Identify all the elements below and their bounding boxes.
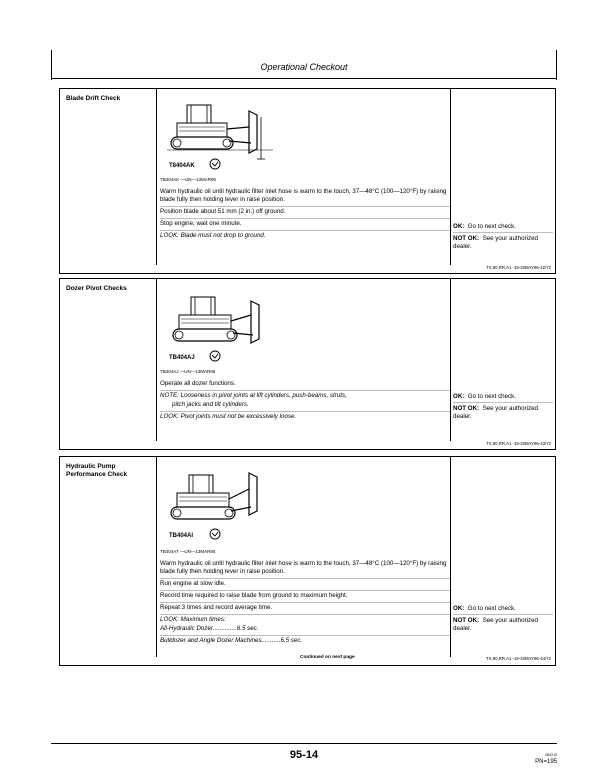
- ok-result: OK: Go to next check.: [453, 605, 516, 612]
- column-divider: [450, 457, 451, 657]
- step: Repeat 3 times and record average time.: [160, 603, 450, 615]
- not-ok-result: NOT OK: See your authorized dealer.: [453, 614, 553, 634]
- page-title: Operational Checkout: [260, 62, 348, 72]
- reference-code: TX,90,RR,A1 -19-20MAY96-44/72: [486, 656, 551, 661]
- section-title: Hydraulic Pump Performance Check: [66, 463, 128, 478]
- footer-code: 050213: [545, 753, 557, 757]
- step: Warm hydraulic oil until hydraulic filter inlet hose is warm to the touch, 37—48°C (100—120°F) by raising blade fully then holding lever in raise position.: [160, 559, 450, 579]
- page-number: 95-14: [289, 749, 319, 761]
- result-column: [453, 603, 553, 634]
- column-divider: [156, 89, 157, 265]
- pn-label: PN=195: [535, 759, 557, 765]
- step-list: [160, 379, 450, 423]
- figure-tag: TB404AJ —UN—13MAR95: [160, 369, 216, 374]
- not-ok-result: NOT OK: See your authorized dealer.: [453, 402, 553, 422]
- section-blade-drift-check: [59, 88, 556, 274]
- column-divider: [156, 457, 157, 657]
- art-label: T8404AK: [169, 163, 195, 169]
- title-rule: [51, 78, 557, 79]
- max-time-all-hydraulic: All-Hydraulic Dozer..............6.5 sec.: [160, 624, 450, 636]
- section-title: Blade Drift Check: [66, 95, 121, 102]
- step: Record time required to raise blade from ground to maximum height.: [160, 591, 450, 603]
- step: Operate all dozer functions.: [160, 379, 450, 391]
- step-look: LOOK: Maximum times:: [160, 616, 226, 623]
- column-divider: [156, 279, 157, 441]
- result-column: [453, 391, 553, 422]
- step: Warm hydraulic oil until hydraulic filter inlet hose is warm to the touch, 37—48°C (100—120°F) by raising blade fully then holding lever in raise position.: [160, 187, 450, 207]
- ok-result: OK: Go to next check.: [453, 393, 516, 400]
- column-divider: [450, 279, 451, 441]
- bulldozer-illustration: [165, 97, 275, 173]
- max-time-bulldozer: Bulldozer and Angle Dozer Machines...........6.5 sec.: [160, 637, 303, 644]
- footer-rule: [51, 743, 557, 744]
- bulldozer-illustration: [165, 467, 275, 543]
- step-list: [160, 187, 450, 242]
- section-title: Dozer Pivot Checks: [66, 285, 127, 292]
- reference-code: TX,90,RR,A1 -19-20MAY96-42/72: [486, 265, 551, 270]
- step-look: LOOK: Pivot joints must not be excessively loose.: [160, 413, 297, 420]
- art-label: TB404AI: [169, 533, 194, 539]
- footer-pn: [535, 752, 557, 766]
- art-label: TB404AJ: [169, 355, 195, 361]
- step-note: NOTE: Looseness in pivot joints at lift cylinders, push-beams, struts,: [160, 392, 347, 399]
- section-hydraulic-pump-performance-check: [59, 456, 556, 666]
- bulldozer-illustration: [165, 289, 275, 365]
- section-dozer-pivot-checks: [59, 278, 556, 450]
- continued-note: Continued on next page: [300, 655, 355, 660]
- step-look: LOOK: Blade must not drop to ground.: [160, 232, 266, 239]
- column-divider: [450, 89, 451, 265]
- ok-result: OK: Go to next check.: [453, 223, 516, 230]
- step-note-continued: pitch jacks and tilt cylinders.: [160, 400, 450, 412]
- figure-tag: TB404AK —UN—13MAR95: [160, 177, 217, 182]
- reference-code: TX,90,RR,A1 -19-20MAY96-43/72: [486, 441, 551, 446]
- figure-tag: TB404AT —UN—13MAR95: [160, 549, 216, 554]
- not-ok-result: NOT OK: See your authorized dealer.: [453, 232, 553, 252]
- step: Position blade about 51 mm (2 in.) off ground.: [160, 207, 450, 219]
- step: Run engine at slow idle.: [160, 579, 450, 591]
- step-list: [160, 559, 450, 647]
- result-column: [453, 221, 553, 252]
- step: Stop engine, wait one minute.: [160, 219, 450, 231]
